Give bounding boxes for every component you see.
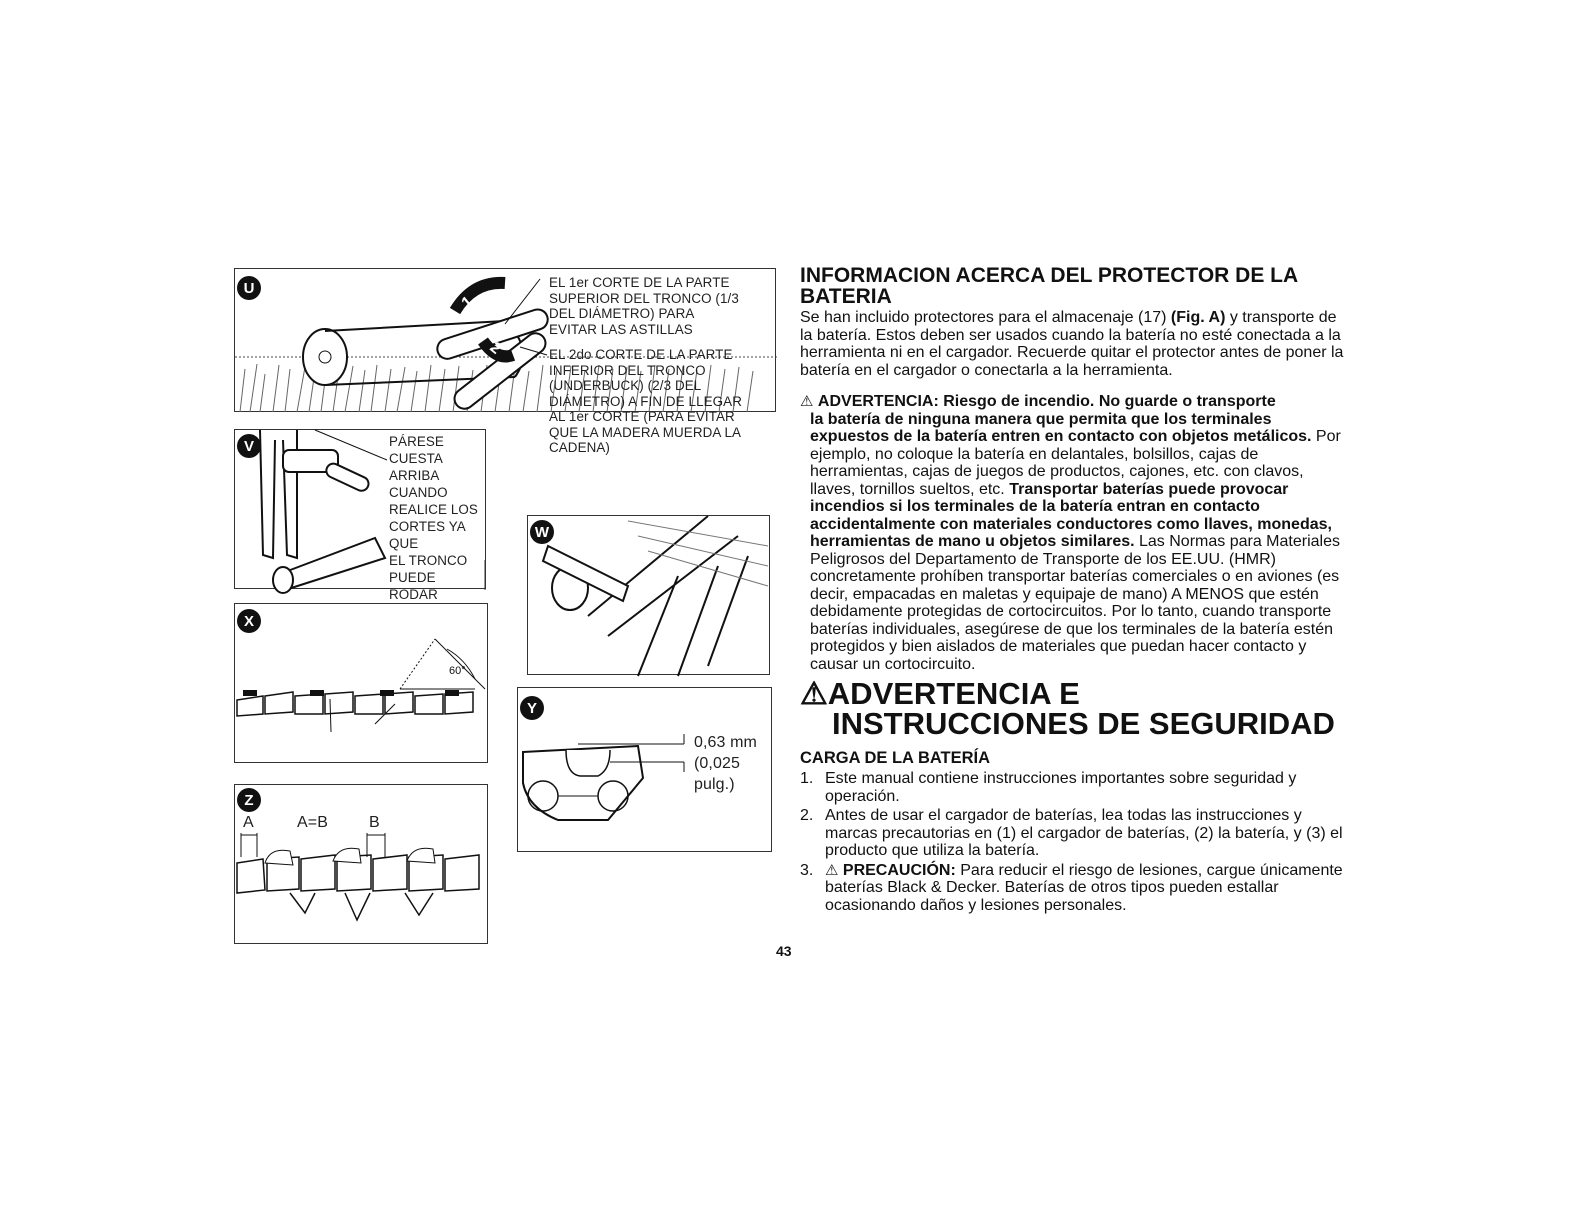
figure-w xyxy=(527,515,770,675)
figure-y xyxy=(517,687,772,852)
warning-triangle-icon: ⚠ xyxy=(800,676,828,711)
fire-warning-bold-b: Transportar baterías puede provocar incendios si los terminales de la batería entran en contacto accidentalmente con materiales conductores como llaves, monedas, herramientas de mano u objetos similares. xyxy=(810,480,1332,550)
figure-w-badge: W xyxy=(530,520,554,544)
fire-warning-body xyxy=(800,411,1345,674)
list-item-number: 1. xyxy=(800,770,814,787)
safety-list xyxy=(800,770,1345,914)
figure-x-badge: X xyxy=(237,609,261,633)
measure-label: 0,63 mm (0,025 pulg.) xyxy=(694,734,757,793)
label-a-equals-b: A=B xyxy=(297,814,328,831)
figure-x xyxy=(234,603,488,763)
battery-protector-heading: INFORMACION ACERCA DEL PROTECTOR DE LA BATERIA xyxy=(800,264,1298,308)
figure-z-badge: Z xyxy=(237,788,261,812)
list-item-text: Este manual contiene instrucciones importantes sobre seguridad y operación. xyxy=(825,770,1297,805)
page-number: 43 xyxy=(776,943,792,959)
list-item-text: Antes de usar el cargador de baterías, lea todas las instrucciones y marcas precautorias en (1) el cargador de baterías, (2) la batería, y (3) el producto que utiliza la batería. xyxy=(825,807,1343,859)
list-item-number: 2. xyxy=(800,807,814,824)
list-item xyxy=(800,862,1345,915)
safety-heading-line2: INSTRUCCIONES DE SEGURIDAD xyxy=(832,706,1335,741)
figure-w-illustration xyxy=(528,516,771,676)
figure-u-right-border xyxy=(775,268,776,412)
figure-v xyxy=(234,429,486,602)
figure-v-badge: V xyxy=(237,434,261,458)
warning-triangle-icon: ⚠ xyxy=(800,393,814,410)
safety-heading-line1: ADVERTENCIA E xyxy=(827,676,1080,711)
list-item-number: 3. xyxy=(800,861,814,879)
caution-label: PRECAUCIÓN: xyxy=(842,861,956,879)
figure-z xyxy=(234,784,488,944)
warning-triangle-icon: ⚠ xyxy=(825,861,839,879)
battery-charging-subheading: CARGA DE LA BATERÍA xyxy=(800,749,991,767)
paragraph-text-a: Se han incluido protectores para el almacenaje (17) xyxy=(800,309,1171,326)
angle-label: 60° xyxy=(449,665,466,677)
fire-warning-text-b: Las Normas para Materiales Peligrosos del Departamento de Transporte de los EE.UU. (HMR) concretamente prohíben transportar baterías comerciales o en aviones (es decir, empacadas en maletas y equipaje de mano) A MENOS que estén debidamente protegidas de cortocircuitos. Por lo tanto, cuando transporte baterías individuales, asegúrese de que los terminales de la batería estén protegidos y bien aislados de materiales que puedan hacer contacto y causar un cortocircuito. xyxy=(810,533,1340,673)
text-column xyxy=(800,265,1345,916)
list-item xyxy=(800,770,1345,805)
list-item-text: Para reducir el riesgo de lesiones, cargue únicamente baterías Black & Decker. Baterías de otros tipos pueden estallar ocasionando daños y lesiones personales. xyxy=(825,861,1343,914)
figure-reference: (Fig. A) xyxy=(1170,309,1226,326)
battery-protector-paragraph xyxy=(800,309,1345,379)
list-item xyxy=(800,807,1345,860)
figure-x-illustration xyxy=(235,604,489,764)
fire-warning-heading: ADVERTENCIA: Riesgo de incendio. No guarde o transporte xyxy=(817,393,1276,410)
cut1-arrow-number: 1 xyxy=(458,293,477,313)
figure-z-illustration xyxy=(235,785,489,945)
label-b: B xyxy=(369,814,380,831)
label-a: A xyxy=(243,814,254,831)
figure-u-cut1-caption: EL 1er CORTE DE LA PARTE SUPERIOR DEL TRONCO (1/3 DEL DIÁMETRO) PARA EVITAR LAS ASTILLAS xyxy=(549,275,739,337)
figure-v-caption: PÁRESE CUESTA ARRIBA CUANDO REALICE LOS CORTES YA QUE EL TRONCO PUEDE RODAR xyxy=(389,434,478,602)
figure-y-badge: Y xyxy=(520,696,544,720)
fire-warning-bold-a: la batería de ninguna manera que permita que los terminales expuestos de la batería entren en contacto con objetos metálicos. xyxy=(810,410,1312,445)
figure-u-cut2-caption: EL 2do CORTE DE LA PARTE INFERIOR DEL TRONCO (UNDERBUCK) (2/3 DEL DIÁMETRO) A FIN DE LLEGAR AL 1er CORTE (PARA EVITAR QUE LA MADERA MUERDA LA CADENA) xyxy=(549,347,742,455)
figure-u-badge: U xyxy=(237,276,261,300)
paragraph-text-b: y transporte de la batería. Estos deben ser usados cuando la batería no esté conectada a la herramienta ni en el cargador. Recuerde quitar el protector antes de poner la batería en el cargador o conectarla a la herramienta. xyxy=(800,309,1344,379)
fire-warning xyxy=(800,393,1345,673)
fire-warning-text-a: Por ejemplo, no coloque la batería en delantales, bolsillos, cajas de herramientas, cajas de juegos de productos, cajones, etc. con clavos, llaves, tornillos sueltos, etc. xyxy=(810,428,1341,498)
safety-instructions-heading xyxy=(800,676,1345,741)
cut2-arrow-number: 2 xyxy=(486,339,505,358)
